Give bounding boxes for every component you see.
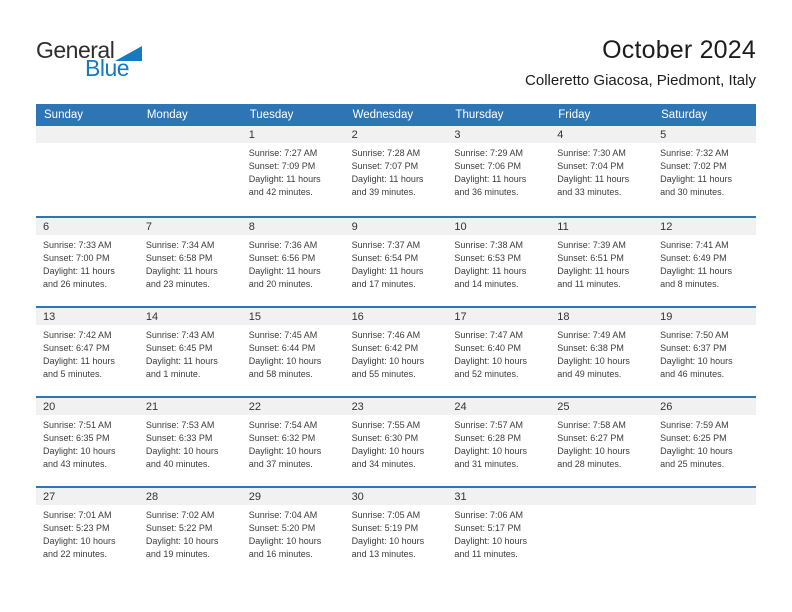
- calendar-day-cell: [447, 488, 550, 576]
- sunset-text: Sunset: 6:49 PM: [660, 253, 727, 263]
- calendar-empty-cell: [139, 126, 242, 216]
- daylight-text: Daylight: 11 hours and 33 minutes.: [557, 174, 630, 197]
- day-number: 22: [248, 400, 261, 413]
- sunrise-text: Sunrise: 7:47 AM: [454, 330, 523, 340]
- daylight-text: Daylight: 10 hours and 40 minutes.: [145, 446, 219, 469]
- day-number-band: [447, 488, 550, 505]
- day-number-band: [345, 398, 448, 415]
- calendar-week-row: [36, 126, 756, 216]
- sunrise-text: Sunrise: 7:43 AM: [145, 330, 215, 340]
- daylight-text: Daylight: 11 hours and 14 minutes.: [454, 266, 527, 289]
- sunset-text: Sunset: 6:53 PM: [454, 253, 521, 263]
- sunrise-text: Sunrise: 7:51 AM: [43, 420, 112, 430]
- calendar-day-cell: [242, 218, 345, 306]
- daylight-text: Daylight: 11 hours and 30 minutes.: [660, 174, 733, 197]
- sunrise-text: Sunrise: 7:54 AM: [248, 420, 318, 430]
- day-number-band: [653, 398, 756, 415]
- day-details: [447, 415, 550, 471]
- sunset-text: Sunset: 5:19 PM: [351, 523, 419, 533]
- day-number: 14: [145, 310, 159, 323]
- day-details: [139, 415, 242, 471]
- calendar-day-cell: [653, 126, 756, 216]
- day-number: 29: [248, 490, 261, 503]
- calendar-day-cell: [447, 218, 550, 306]
- sunset-text: Sunset: 7:07 PM: [351, 161, 419, 171]
- calendar-grid: [36, 126, 756, 576]
- day-number: 12: [660, 220, 673, 233]
- sunset-text: Sunset: 6:25 PM: [660, 433, 727, 443]
- day-details: [242, 505, 345, 561]
- day-number: 31: [454, 490, 467, 503]
- day-number-band: [447, 308, 550, 325]
- sunrise-text: Sunrise: 7:45 AM: [248, 330, 318, 340]
- day-number-band: [139, 398, 242, 415]
- day-number: 6: [43, 220, 50, 233]
- calendar-day-cell: [345, 126, 448, 216]
- day-number-band: [242, 488, 345, 505]
- day-details: [36, 415, 139, 471]
- daylight-text: Daylight: 11 hours and 26 minutes.: [43, 266, 115, 289]
- day-number: 24: [454, 400, 467, 413]
- sunrise-text: Sunrise: 7:49 AM: [557, 330, 626, 340]
- sunrise-text: Sunrise: 7:29 AM: [454, 148, 523, 158]
- day-details: [139, 143, 242, 147]
- day-number: 7: [145, 220, 152, 233]
- calendar-day-cell: [550, 308, 653, 396]
- day-details: [36, 235, 139, 291]
- daylight-text: Daylight: 11 hours and 23 minutes.: [145, 266, 218, 289]
- sunset-text: Sunset: 5:20 PM: [248, 523, 316, 533]
- daylight-text: Daylight: 11 hours and 17 minutes.: [351, 266, 424, 289]
- page-title: October 2024: [602, 36, 756, 64]
- daylight-text: Daylight: 10 hours and 52 minutes.: [454, 356, 527, 379]
- day-number-band: [36, 126, 139, 143]
- sunset-text: Sunset: 6:33 PM: [145, 433, 213, 443]
- logo-text-general: General: [36, 37, 115, 63]
- daylight-text: Daylight: 10 hours and 46 minutes.: [660, 356, 733, 379]
- weekday-header-saturday: Saturday: [661, 109, 708, 121]
- calendar-empty-cell: [36, 126, 139, 216]
- day-number-band: [653, 308, 756, 325]
- day-number: 16: [351, 310, 364, 323]
- daylight-text: Daylight: 10 hours and 11 minutes.: [454, 536, 527, 559]
- calendar-day-cell: [36, 488, 139, 576]
- day-details: [550, 235, 653, 291]
- daylight-text: Daylight: 11 hours and 1 minute.: [145, 356, 218, 379]
- sunset-text: Sunset: 6:37 PM: [660, 343, 727, 353]
- day-number-band: [345, 308, 448, 325]
- day-details: [36, 325, 139, 381]
- sunrise-text: Sunrise: 7:37 AM: [351, 240, 421, 250]
- day-number: 23: [351, 400, 364, 413]
- weekday-header-row: [36, 104, 756, 126]
- calendar-empty-cell: [653, 488, 756, 576]
- sunrise-text: Sunrise: 7:46 AM: [351, 330, 421, 340]
- sunrise-text: Sunrise: 7:05 AM: [351, 510, 421, 520]
- calendar-week-row: [36, 306, 756, 396]
- day-details: [447, 235, 550, 291]
- day-number: 30: [351, 490, 364, 503]
- day-number: 27: [43, 490, 56, 503]
- daylight-text: Daylight: 10 hours and 49 minutes.: [557, 356, 630, 379]
- calendar-empty-cell: [550, 488, 653, 576]
- day-number-band: [653, 218, 756, 235]
- location-subtitle: Colleretto Giacosa, Piedmont, Italy: [525, 72, 756, 89]
- sunset-text: Sunset: 7:06 PM: [454, 161, 521, 171]
- calendar-day-cell: [242, 126, 345, 216]
- day-details: [345, 505, 448, 561]
- day-number: 4: [557, 128, 564, 141]
- daylight-text: Daylight: 10 hours and 34 minutes.: [351, 446, 425, 469]
- sunrise-text: Sunrise: 7:33 AM: [43, 240, 112, 250]
- sunset-text: Sunset: 6:28 PM: [454, 433, 521, 443]
- sunrise-text: Sunrise: 7:39 AM: [557, 240, 626, 250]
- calendar-day-cell: [36, 218, 139, 306]
- calendar-day-cell: [242, 308, 345, 396]
- day-number-band: [36, 488, 139, 505]
- sunset-text: Sunset: 6:40 PM: [454, 343, 521, 353]
- calendar-day-cell: [345, 308, 448, 396]
- day-details: [447, 143, 550, 199]
- day-details: [550, 143, 653, 199]
- day-details: [242, 143, 345, 199]
- titles: [525, 36, 756, 89]
- day-number-band: [242, 126, 345, 143]
- day-details: [36, 143, 139, 147]
- day-details: [242, 235, 345, 291]
- day-details: [242, 415, 345, 471]
- daylight-text: Daylight: 10 hours and 55 minutes.: [351, 356, 425, 379]
- day-number: 28: [145, 490, 159, 503]
- daylight-text: Daylight: 10 hours and 22 minutes.: [43, 536, 116, 559]
- day-number: 8: [248, 220, 255, 233]
- day-details: [345, 415, 448, 471]
- day-number: 1: [248, 128, 255, 141]
- sunrise-text: Sunrise: 7:06 AM: [454, 510, 523, 520]
- day-number-band: [345, 218, 448, 235]
- calendar-day-cell: [653, 398, 756, 486]
- sunrise-text: Sunrise: 7:36 AM: [248, 240, 318, 250]
- day-number-band: [550, 398, 653, 415]
- sunrise-text: Sunrise: 7:59 AM: [660, 420, 729, 430]
- sunrise-text: Sunrise: 7:41 AM: [660, 240, 729, 250]
- day-number-band: [550, 308, 653, 325]
- day-details: [550, 415, 653, 471]
- day-number-band: [447, 218, 550, 235]
- sunset-text: Sunset: 6:58 PM: [145, 253, 213, 263]
- day-number-band: [139, 126, 242, 143]
- daylight-text: Daylight: 10 hours and 16 minutes.: [248, 536, 322, 559]
- day-details: [345, 235, 448, 291]
- sunset-text: Sunset: 7:04 PM: [557, 161, 624, 171]
- day-details: [36, 505, 139, 561]
- day-details: [550, 505, 653, 509]
- day-number-band: [550, 126, 653, 143]
- day-details: [345, 143, 448, 199]
- calendar-day-cell: [139, 218, 242, 306]
- day-number-band: [345, 488, 448, 505]
- day-details: [139, 235, 242, 291]
- day-number: 11: [557, 220, 569, 233]
- day-details: [653, 415, 756, 471]
- sunrise-text: Sunrise: 7:01 AM: [43, 510, 112, 520]
- sunset-text: Sunset: 7:02 PM: [660, 161, 727, 171]
- sunrise-text: Sunrise: 7:55 AM: [351, 420, 421, 430]
- day-number: 19: [660, 310, 673, 323]
- day-number: 17: [454, 310, 467, 323]
- day-number: 15: [248, 310, 261, 323]
- day-number-band: [139, 488, 242, 505]
- daylight-text: Daylight: 11 hours and 36 minutes.: [454, 174, 527, 197]
- calendar-day-cell: [447, 126, 550, 216]
- sunrise-text: Sunrise: 7:28 AM: [351, 148, 421, 158]
- calendar-day-cell: [550, 218, 653, 306]
- weekday-header-wednesday: Wednesday: [352, 109, 414, 121]
- calendar-day-cell: [242, 488, 345, 576]
- calendar-day-cell: [550, 126, 653, 216]
- sunset-text: Sunset: 6:47 PM: [43, 343, 110, 353]
- sunrise-text: Sunrise: 7:38 AM: [454, 240, 523, 250]
- sunset-text: Sunset: 6:30 PM: [351, 433, 419, 443]
- calendar-day-cell: [653, 308, 756, 396]
- day-number-band: [653, 488, 756, 505]
- day-number: 21: [145, 400, 159, 413]
- weekday-header-thursday: Thursday: [455, 109, 504, 121]
- calendar-day-cell: [345, 218, 448, 306]
- calendar: [36, 104, 756, 576]
- daylight-text: Daylight: 10 hours and 28 minutes.: [557, 446, 630, 469]
- daylight-text: Daylight: 11 hours and 20 minutes.: [248, 266, 321, 289]
- daylight-text: Daylight: 11 hours and 42 minutes.: [248, 174, 321, 197]
- daylight-text: Daylight: 10 hours and 37 minutes.: [248, 446, 322, 469]
- daylight-text: Daylight: 11 hours and 11 minutes.: [557, 266, 630, 289]
- calendar-day-cell: [139, 488, 242, 576]
- calendar-week-row: [36, 216, 756, 306]
- day-details: [139, 505, 242, 561]
- daylight-text: Daylight: 10 hours and 58 minutes.: [248, 356, 322, 379]
- calendar-day-cell: [345, 398, 448, 486]
- weekday-header-friday: Friday: [558, 109, 591, 121]
- calendar-day-cell: [447, 398, 550, 486]
- calendar-day-cell: [345, 488, 448, 576]
- weekday-header-tuesday: Tuesday: [249, 109, 294, 121]
- day-number-band: [242, 218, 345, 235]
- daylight-text: Daylight: 10 hours and 31 minutes.: [454, 446, 527, 469]
- sunrise-text: Sunrise: 7:53 AM: [145, 420, 215, 430]
- day-number: 13: [43, 310, 56, 323]
- day-number-band: [36, 218, 139, 235]
- daylight-text: Daylight: 11 hours and 8 minutes.: [660, 266, 733, 289]
- calendar-day-cell: [36, 308, 139, 396]
- daylight-text: Daylight: 11 hours and 39 minutes.: [351, 174, 424, 197]
- day-number-band: [242, 398, 345, 415]
- calendar-week-row: [36, 396, 756, 486]
- sunset-text: Sunset: 6:45 PM: [145, 343, 213, 353]
- calendar-day-cell: [447, 308, 550, 396]
- logo-text-blue: Blue: [85, 55, 130, 81]
- sunset-text: Sunset: 6:42 PM: [351, 343, 419, 353]
- general-blue-logo: [36, 39, 142, 80]
- day-details: [653, 235, 756, 291]
- calendar-week-row: [36, 486, 756, 576]
- day-number-band: [345, 126, 448, 143]
- day-details: [242, 325, 345, 381]
- sunset-text: Sunset: 6:56 PM: [248, 253, 316, 263]
- day-number: 26: [660, 400, 673, 413]
- calendar-day-cell: [653, 218, 756, 306]
- sunrise-text: Sunrise: 7:57 AM: [454, 420, 523, 430]
- day-number: 5: [660, 128, 667, 141]
- sunrise-text: Sunrise: 7:58 AM: [557, 420, 626, 430]
- sunset-text: Sunset: 6:35 PM: [43, 433, 110, 443]
- day-number-band: [447, 126, 550, 143]
- day-details: [550, 325, 653, 381]
- day-number: 9: [351, 220, 358, 233]
- sunset-text: Sunset: 6:27 PM: [557, 433, 624, 443]
- day-number-band: [242, 308, 345, 325]
- sunset-text: Sunset: 6:38 PM: [557, 343, 624, 353]
- sunset-text: Sunset: 6:32 PM: [248, 433, 316, 443]
- sunset-text: Sunset: 7:09 PM: [248, 161, 316, 171]
- day-number-band: [36, 398, 139, 415]
- day-details: [139, 325, 242, 381]
- sunrise-text: Sunrise: 7:04 AM: [248, 510, 318, 520]
- day-details: [447, 325, 550, 381]
- calendar-day-cell: [36, 398, 139, 486]
- sunset-text: Sunset: 5:17 PM: [454, 523, 521, 533]
- day-number-band: [550, 488, 653, 505]
- day-number-band: [139, 218, 242, 235]
- sunrise-text: Sunrise: 7:50 AM: [660, 330, 729, 340]
- sunrise-text: Sunrise: 7:32 AM: [660, 148, 729, 158]
- sunset-text: Sunset: 6:54 PM: [351, 253, 419, 263]
- day-number: 2: [351, 128, 358, 141]
- day-details: [653, 505, 756, 509]
- sunset-text: Sunset: 5:22 PM: [145, 523, 213, 533]
- day-number-band: [550, 218, 653, 235]
- weekday-header-monday: Monday: [146, 109, 188, 121]
- calendar-day-cell: [139, 398, 242, 486]
- weekday-header-sunday: Sunday: [44, 109, 84, 121]
- sunrise-text: Sunrise: 7:30 AM: [557, 148, 626, 158]
- day-details: [653, 143, 756, 199]
- sunrise-text: Sunrise: 7:02 AM: [145, 510, 215, 520]
- day-number-band: [139, 308, 242, 325]
- sunset-text: Sunset: 6:51 PM: [557, 253, 624, 263]
- day-number-band: [447, 398, 550, 415]
- day-number: 25: [557, 400, 570, 413]
- sunrise-text: Sunrise: 7:34 AM: [145, 240, 215, 250]
- day-number: 10: [454, 220, 467, 233]
- daylight-text: Daylight: 10 hours and 25 minutes.: [660, 446, 733, 469]
- daylight-text: Daylight: 10 hours and 43 minutes.: [43, 446, 116, 469]
- sunset-text: Sunset: 7:00 PM: [43, 253, 110, 263]
- daylight-text: Daylight: 11 hours and 5 minutes.: [43, 356, 115, 379]
- day-number-band: [36, 308, 139, 325]
- calendar-day-cell: [139, 308, 242, 396]
- calendar-day-cell: [550, 398, 653, 486]
- day-number: 20: [43, 400, 56, 413]
- sunset-text: Sunset: 6:44 PM: [248, 343, 316, 353]
- top-bar: [36, 36, 756, 94]
- daylight-text: Daylight: 10 hours and 13 minutes.: [351, 536, 425, 559]
- day-details: [345, 325, 448, 381]
- day-number: 3: [454, 128, 461, 141]
- daylight-text: Daylight: 10 hours and 19 minutes.: [145, 536, 219, 559]
- sunrise-text: Sunrise: 7:27 AM: [248, 148, 318, 158]
- day-details: [653, 325, 756, 381]
- sunset-text: Sunset: 5:23 PM: [43, 523, 110, 533]
- sunrise-text: Sunrise: 7:42 AM: [43, 330, 112, 340]
- calendar-day-cell: [242, 398, 345, 486]
- day-number: 18: [557, 310, 570, 323]
- day-number-band: [653, 126, 756, 143]
- day-details: [447, 505, 550, 561]
